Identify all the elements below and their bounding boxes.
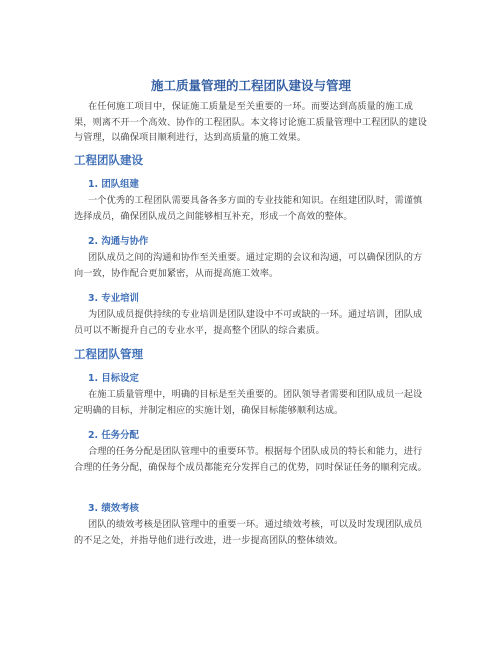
document-title: 施工质量管理的工程团队建设与管理 <box>150 78 351 93</box>
subsection-heading-performance: 3. 绩效考核 <box>88 503 139 514</box>
subsection-text-communication: 团队成员之间的沟通和协作至关重要。通过定期的会议和沟通，可以确保团队的方向一致，协作配合更加紧密，从而提高施工效率。 <box>74 252 423 279</box>
section-heading-team-management: 工程团队管理 <box>74 347 143 361</box>
subsection-heading-team-formation: 1. 团队组建 <box>88 179 139 190</box>
subsection-heading-training: 3. 专业培训 <box>88 293 139 304</box>
subsection-heading-goal-setting: 1. 目标设定 <box>88 373 139 384</box>
subsection-text-team-formation: 一个优秀的工程团队需要具备各多方面的专业技能和知识。在组建团队时，需谨慎选择成员，确保团队成员之间能够相互补充，形成一个高效的整体。 <box>74 195 423 222</box>
subsection-heading-task-assignment: 2. 任务分配 <box>88 430 139 441</box>
subsection-text-performance: 团队的绩效考核是团队管理中的重要一环。通过绩效考核，可以及时发现团队成员的不足之处，并指导他们进行改进，进一步提高团队的整体绩效。 <box>74 519 423 546</box>
subsection-text-goal-setting: 在施工质量管理中，明确的目标是至关重要的。团队领导者需要和团队成员一起设定明确的目标，并制定相应的实施计划，确保目标能够顺利达成。 <box>74 389 423 416</box>
subsection-heading-communication: 2. 沟通与协作 <box>88 236 149 247</box>
subsection-text-training: 为团队成员提供持续的专业培训是团队建设中不可或缺的一环。通过培训，团队成员可以不断提升自己的专业水平，提高整个团队的综合素质。 <box>74 309 423 336</box>
intro-paragraph: 在任何施工项目中，保证施工质量是至关重要的一环。而要达到高质量的施工成果，则离不开一个高效、协作的工程团队。本文将讨论施工质量管理中工程团队的建设与管理，以确保项目顺利进行，达到高质量的施工效果。 <box>74 101 427 143</box>
subsection-text-task-assignment: 合理的任务分配是团队管理中的重要环节。根据每个团队成员的特长和能力，进行合理的任务分配，确保每个成员都能充分发挥自己的优势，同时保证任务的顺利完成。 <box>74 446 427 473</box>
section-heading-team-building: 工程团队建设 <box>74 153 143 167</box>
